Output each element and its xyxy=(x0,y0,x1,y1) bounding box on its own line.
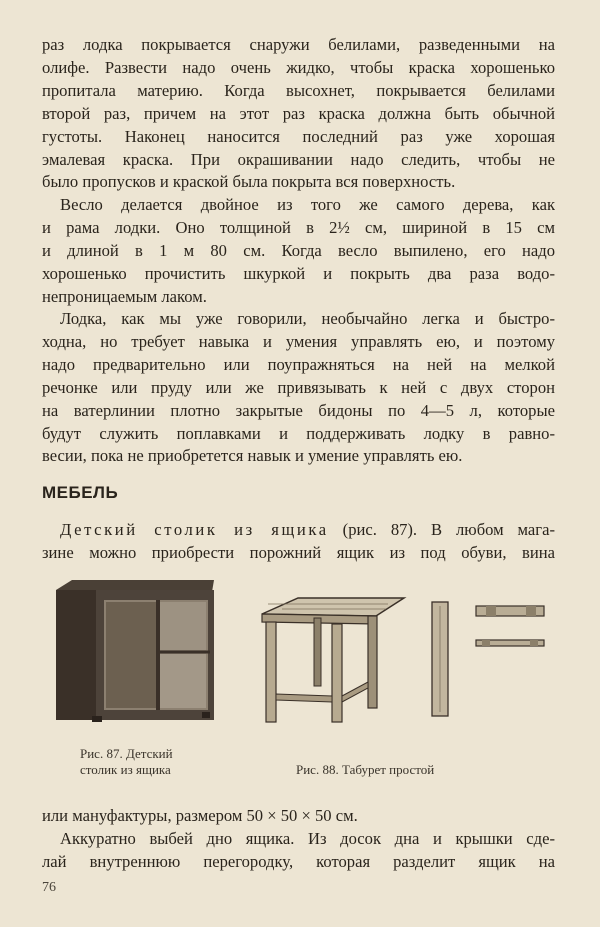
text-line: Лодка, как мы уже говорили, необычайно легка и быстро- xyxy=(60,309,555,328)
text-line: раз лодка покрывается снаружи белилами, разведенными на xyxy=(42,35,555,54)
caption-line: столик из ящика xyxy=(80,762,171,777)
text-line: зине можно приобрести порожний ящик из под обуви, вина xyxy=(42,542,555,562)
text-line: густоты. Наконец наносится последний раз уже хорошая xyxy=(42,126,555,146)
figure-88-stool xyxy=(258,596,408,726)
text-line: непроницаемым лаком. xyxy=(42,286,207,306)
text-line xyxy=(42,519,555,542)
paragraph-paint xyxy=(42,34,555,194)
intro-rest: (рис. 87). В любом мага- xyxy=(328,520,555,539)
text-line: на ватерлинии плотно закрытые бидоны по 4—5 л, которые xyxy=(42,400,555,420)
text-line: пропитала материю. Когда высохнет, покрывается белилами xyxy=(42,80,555,100)
text-line: и рама лодки. Оно толщиной в 2½ см, шириной в 15 см xyxy=(42,217,555,237)
paragraph-oar xyxy=(42,194,555,309)
text-line: второй раз, причем на этот раз краска должна быть обычной xyxy=(42,103,555,123)
spaced-title: Детский столик из ящика xyxy=(60,520,329,539)
text-line: ходна, но требует навыка и умения управлять ею, и поэтому xyxy=(42,331,555,351)
section-heading: МЕБЕЛЬ xyxy=(42,483,119,502)
paragraph-after-figures xyxy=(42,805,555,874)
caption-line: Рис. 87. Детский xyxy=(80,746,173,761)
text-line: было пропусков и краской была покрыта вся поверхность. xyxy=(42,172,456,192)
text-line: надо предварительно или поупражняться на ней на мелкой xyxy=(42,354,555,374)
text-line: олифе. Развести надо очень жидко, чтобы краска хорошенько xyxy=(42,57,555,77)
text-line: и длиной в 1 м 80 см. Когда весло выпилено, его надо xyxy=(42,240,555,260)
paragraph-table-intro xyxy=(42,519,555,565)
page-number: 76 xyxy=(42,880,56,895)
text-line: эмалевая краска. При окрашивании надо следить, чтобы не xyxy=(42,149,555,169)
text-line: речонке или пруду или же привязывать к ней с двух сторон xyxy=(42,377,555,397)
figure-88-parts xyxy=(430,598,550,718)
text-line: будут служить поплавками и поддерживать лодку в равно- xyxy=(42,423,555,443)
text-line: Весло делается двойное из того же самого дерева, как xyxy=(60,195,555,214)
figure-87-box-table xyxy=(52,578,217,723)
paragraph-boat xyxy=(42,308,555,468)
text-line: лай внутреннюю перегородку, которая разделит ящик на xyxy=(42,851,555,871)
text-line: Аккуратно выбей дно ящика. Из досок дна и крышки сде- xyxy=(60,828,555,848)
caption-fig-87 xyxy=(80,746,173,778)
text-line: или мануфактуры, размером 50 × 50 × 50 см. xyxy=(42,806,358,825)
text-line: весии, пока не приобретется навык и умение управлять ею. xyxy=(42,446,463,466)
text-line: хорошенько прочистить шкуркой и покрыть два раза водо- xyxy=(42,263,555,283)
caption-fig-88: Рис. 88. Табурет простой xyxy=(296,762,435,777)
